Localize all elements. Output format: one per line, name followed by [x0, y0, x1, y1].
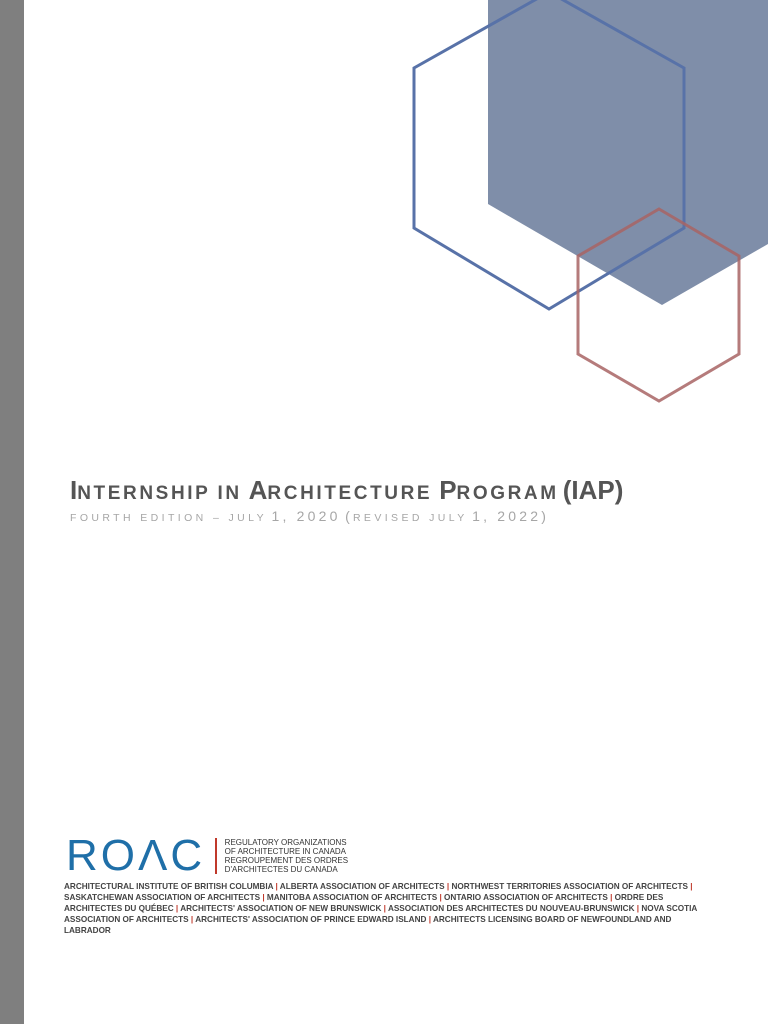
member-organization: ASSOCIATION DES ARCHITECTES DU NOUVEAU-BRUNSWICK — [387, 904, 635, 913]
member-organization: ARCHITECTS' ASSOCIATION OF NEW BRUNSWICK — [180, 904, 382, 913]
member-organization: SASKATCHEWAN ASSOCIATION OF ARCHITECTS — [64, 893, 261, 902]
member-separator: | — [262, 893, 265, 902]
member-organizations — [64, 881, 714, 936]
member-separator: | — [690, 882, 693, 891]
logo-text: REGULATORY ORGANIZATIONS OF ARCHITECTURE IN CANADA REGROUPEMENT DES ORDRES D'ARCHITECTES DU CANADA — [224, 837, 349, 875]
hexagon-filled — [488, 0, 768, 305]
member-separator: | — [610, 893, 613, 902]
member-separator: | — [636, 904, 640, 913]
member-separator: | — [428, 915, 431, 924]
member-organization: MANITOBA ASSOCIATION OF ARCHITECTS — [266, 893, 438, 902]
member-separator: | — [275, 882, 278, 891]
member-organization: NORTHWEST TERRITORIES ASSOCIATION OF ARCHITECTS — [451, 882, 688, 891]
member-separator: | — [446, 882, 450, 891]
member-separator: | — [383, 904, 386, 913]
document-title: INTERNSHIP IN ARCHITECTURE PROGRAM (IAP) — [70, 475, 624, 505]
member-organization: ALBERTA ASSOCIATION OF ARCHITECTS — [279, 882, 445, 891]
member-organization: ARCHITECTURAL INSTITUTE OF BRITISH COLUMBIA — [64, 882, 274, 891]
member-organization: ARCHITECTS' ASSOCIATION OF PRINCE EDWARD ISLAND — [195, 915, 427, 924]
member-separator: | — [190, 915, 194, 924]
member-organization: ARCHITECTS LICENSING BOARD OF NEWFOUNDLAND AND LABRADOR — [64, 915, 672, 935]
document-subtitle: FOURTH EDITION – JULY 1, 2020 (REVISED JULY 1, 2022) — [70, 508, 550, 524]
roac-logo-mark: ROΛC — [66, 831, 206, 880]
member-separator: | — [439, 893, 442, 902]
logo-divider — [215, 838, 217, 874]
member-organization: ONTARIO ASSOCIATION OF ARCHITECTS — [444, 893, 608, 902]
roac-logo — [66, 831, 349, 880]
member-organization: NOVA SCOTIA ASSOCIATION OF ARCHITECTS — [64, 904, 697, 924]
member-organization: ORDRE DES ARCHITECTES DU QUÉBEC — [64, 893, 664, 913]
hexagon-graphic — [0, 0, 768, 420]
member-separator: | — [175, 904, 179, 913]
